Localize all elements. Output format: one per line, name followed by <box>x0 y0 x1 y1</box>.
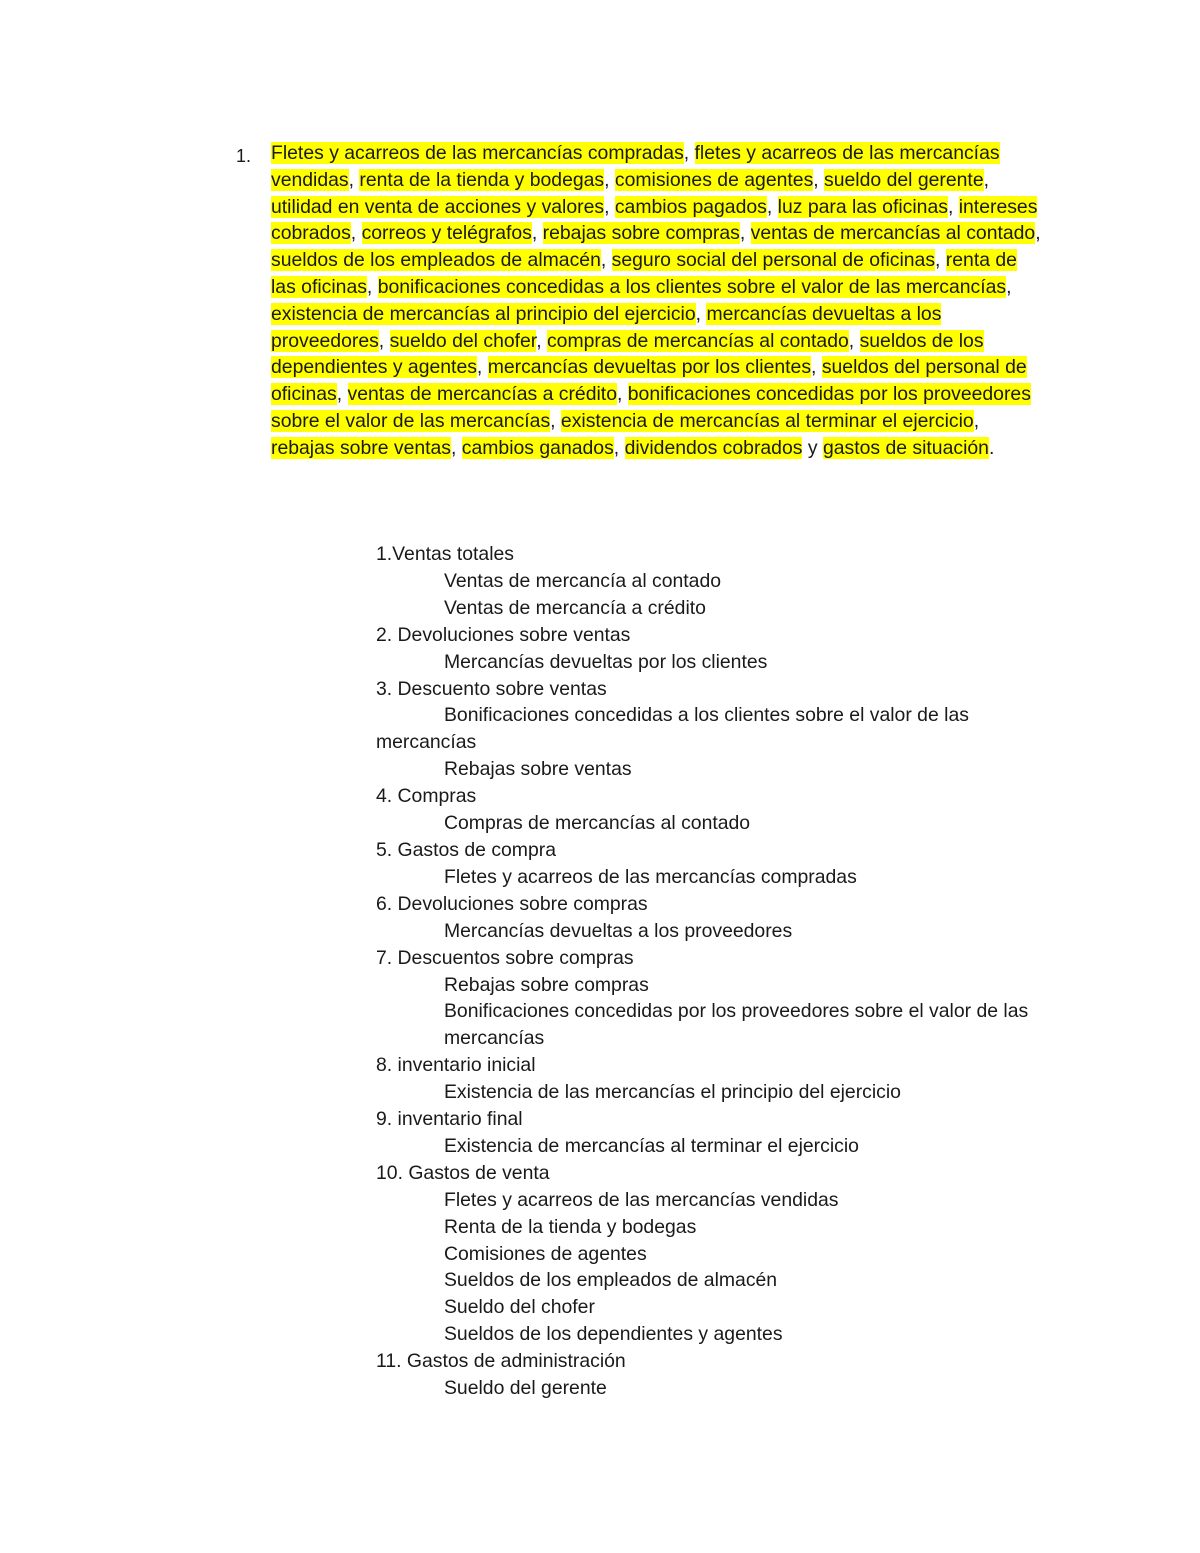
category-title: 1.Ventas totales <box>376 543 514 565</box>
category-title: 4. Compras <box>376 785 477 808</box>
punctuation: , <box>336 383 348 406</box>
highlighted-term: luz para las oficinas <box>777 195 948 218</box>
category-title: 5. Gastos de compra <box>376 838 556 861</box>
highlighted-term: bonificaciones concedidas por los proveedores sobre el valor de las mercancías <box>271 383 1031 432</box>
punctuation: , <box>695 302 707 325</box>
category-item: Compras de mercancías al contado <box>444 812 751 835</box>
punctuation: , <box>604 195 615 218</box>
category-title: 9. inventario final <box>376 1108 523 1131</box>
punctuation: , <box>451 436 462 459</box>
punctuation: , <box>811 356 822 379</box>
category-title: 2. Devoluciones sobre ventas <box>376 623 631 646</box>
highlighted-term: cambios ganados <box>461 436 614 459</box>
category-item: Mercancías devueltas por los clientes <box>444 650 768 673</box>
highlighted-term: mercancías devueltas por los clientes <box>487 356 812 379</box>
highlighted-term: mercancías devueltas a los proveedores <box>271 302 942 352</box>
category-item: Existencia de mercancías al terminar el ejercicio <box>444 1134 859 1157</box>
highlighted-term: seguro social del personal de oficinas <box>611 249 936 272</box>
punctuation: , <box>813 168 825 191</box>
category-title: 7. Descuentos sobre compras <box>376 946 634 969</box>
punctuation: , <box>613 436 625 459</box>
punctuation: , <box>350 222 362 245</box>
punctuation: , <box>739 222 751 245</box>
punctuation: , <box>973 409 980 432</box>
highlighted-term: renta de la tienda y bodegas <box>359 168 605 191</box>
punctuation: . <box>988 436 995 459</box>
punctuation: , <box>935 249 946 272</box>
category-item: Sueldo del gerente <box>444 1377 607 1400</box>
highlighted-term: dividendos cobrados <box>624 436 803 459</box>
punctuation: , <box>1035 222 1041 245</box>
punctuation: , <box>683 142 695 164</box>
category-item: Rebajas sobre compras <box>444 973 649 996</box>
highlighted-term: rebajas sobre compras <box>542 222 740 245</box>
punctuation: , <box>348 168 360 191</box>
highlighted-term: ventas de mercancías a crédito <box>347 383 617 406</box>
highlighted-term: existencia de mercancías al principio del ejercicio <box>271 302 696 325</box>
punctuation: , <box>536 329 547 352</box>
punctuation: , <box>550 409 561 432</box>
punctuation: , <box>766 195 778 218</box>
category-item: Comisiones de agentes <box>444 1242 647 1265</box>
category-item: Ventas de mercancía a crédito <box>444 596 706 619</box>
category-item: Mercancías devueltas a los proveedores <box>444 919 793 942</box>
highlighted-term: existencia de mercancías al terminar el ejercicio <box>560 409 974 432</box>
category-item: Ventas de mercancía al contado <box>444 569 722 592</box>
answer-list <box>376 541 1046 1402</box>
punctuation: , <box>848 329 860 352</box>
highlighted-term: sueldo del gerente <box>824 168 984 191</box>
punctuation: , <box>616 383 628 406</box>
category-item: Fletes y acarreos de las mercancías compradas <box>444 865 857 888</box>
highlighted-term: sueldos de los dependientes y agentes <box>271 329 984 379</box>
highlighted-term: compras de mercancías al contado <box>546 329 849 352</box>
category-item: Sueldo del chofer <box>444 1296 595 1319</box>
category-item: Existencia de las mercancías el principio del ejercicio <box>444 1081 901 1104</box>
category-item: Bonificaciones concedidas a los clientes sobre el valor de las mercancías <box>376 704 969 754</box>
category-title: 6. Devoluciones sobre compras <box>376 892 648 915</box>
punctuation: y <box>802 436 823 459</box>
punctuation: , <box>604 168 615 191</box>
highlighted-term: sueldo del chofer <box>389 329 537 352</box>
highlighted-term: sueldos del personal de oficinas <box>271 356 1027 406</box>
category-title: 3. Descuento sobre ventas <box>376 677 607 700</box>
punctuation: , <box>983 168 989 191</box>
punctuation: , <box>600 249 612 272</box>
punctuation: , <box>366 275 378 298</box>
category-title: 11. Gastos de administración <box>376 1350 626 1373</box>
category-item: Rebajas sobre ventas <box>444 758 632 781</box>
punctuation: , <box>1006 275 1012 298</box>
category-item: Bonificaciones concedidas por los proveedores sobre el valor de las mercancías <box>444 1000 1029 1050</box>
highlighted-term: cambios pagados <box>614 195 767 218</box>
highlighted-term: fletes y acarreos de las mercancías vendidas <box>271 142 1000 191</box>
question-text <box>271 140 1041 462</box>
punctuation: , <box>476 356 488 379</box>
category-title: 8. inventario inicial <box>376 1054 536 1077</box>
category-title: 10. Gastos de venta <box>376 1161 550 1184</box>
category-item: Sueldos de los dependientes y agentes <box>444 1323 783 1346</box>
highlighted-term: bonificaciones concedidas a los clientes sobre el valor de las mercancías <box>377 275 1007 298</box>
highlighted-term: Fletes y acarreos de las mercancías compradas <box>271 142 684 164</box>
highlighted-term: utilidad en venta de acciones y valores <box>271 195 605 218</box>
highlighted-term: sueldos de los empleados de almacén <box>271 249 601 272</box>
highlighted-term: rebajas sobre ventas <box>271 436 452 459</box>
highlighted-term: gastos de situación <box>822 436 989 459</box>
highlighted-term: ventas de mercancías al contado <box>750 222 1036 245</box>
category-item: Sueldos de los empleados de almacén <box>444 1269 778 1292</box>
highlighted-term: renta de las oficinas <box>271 249 1017 298</box>
category-item: Renta de la tienda y bodegas <box>444 1215 697 1238</box>
question-number: 1. <box>236 146 252 166</box>
category-item: Fletes y acarreos de las mercancías vendidas <box>444 1188 839 1211</box>
punctuation: , <box>947 195 959 218</box>
highlighted-term: comisiones de agentes <box>614 168 814 191</box>
highlighted-term: correos y telégrafos <box>361 222 532 245</box>
punctuation: , <box>378 329 390 352</box>
highlighted-term: intereses cobrados <box>271 195 1038 245</box>
punctuation: , <box>531 222 543 245</box>
